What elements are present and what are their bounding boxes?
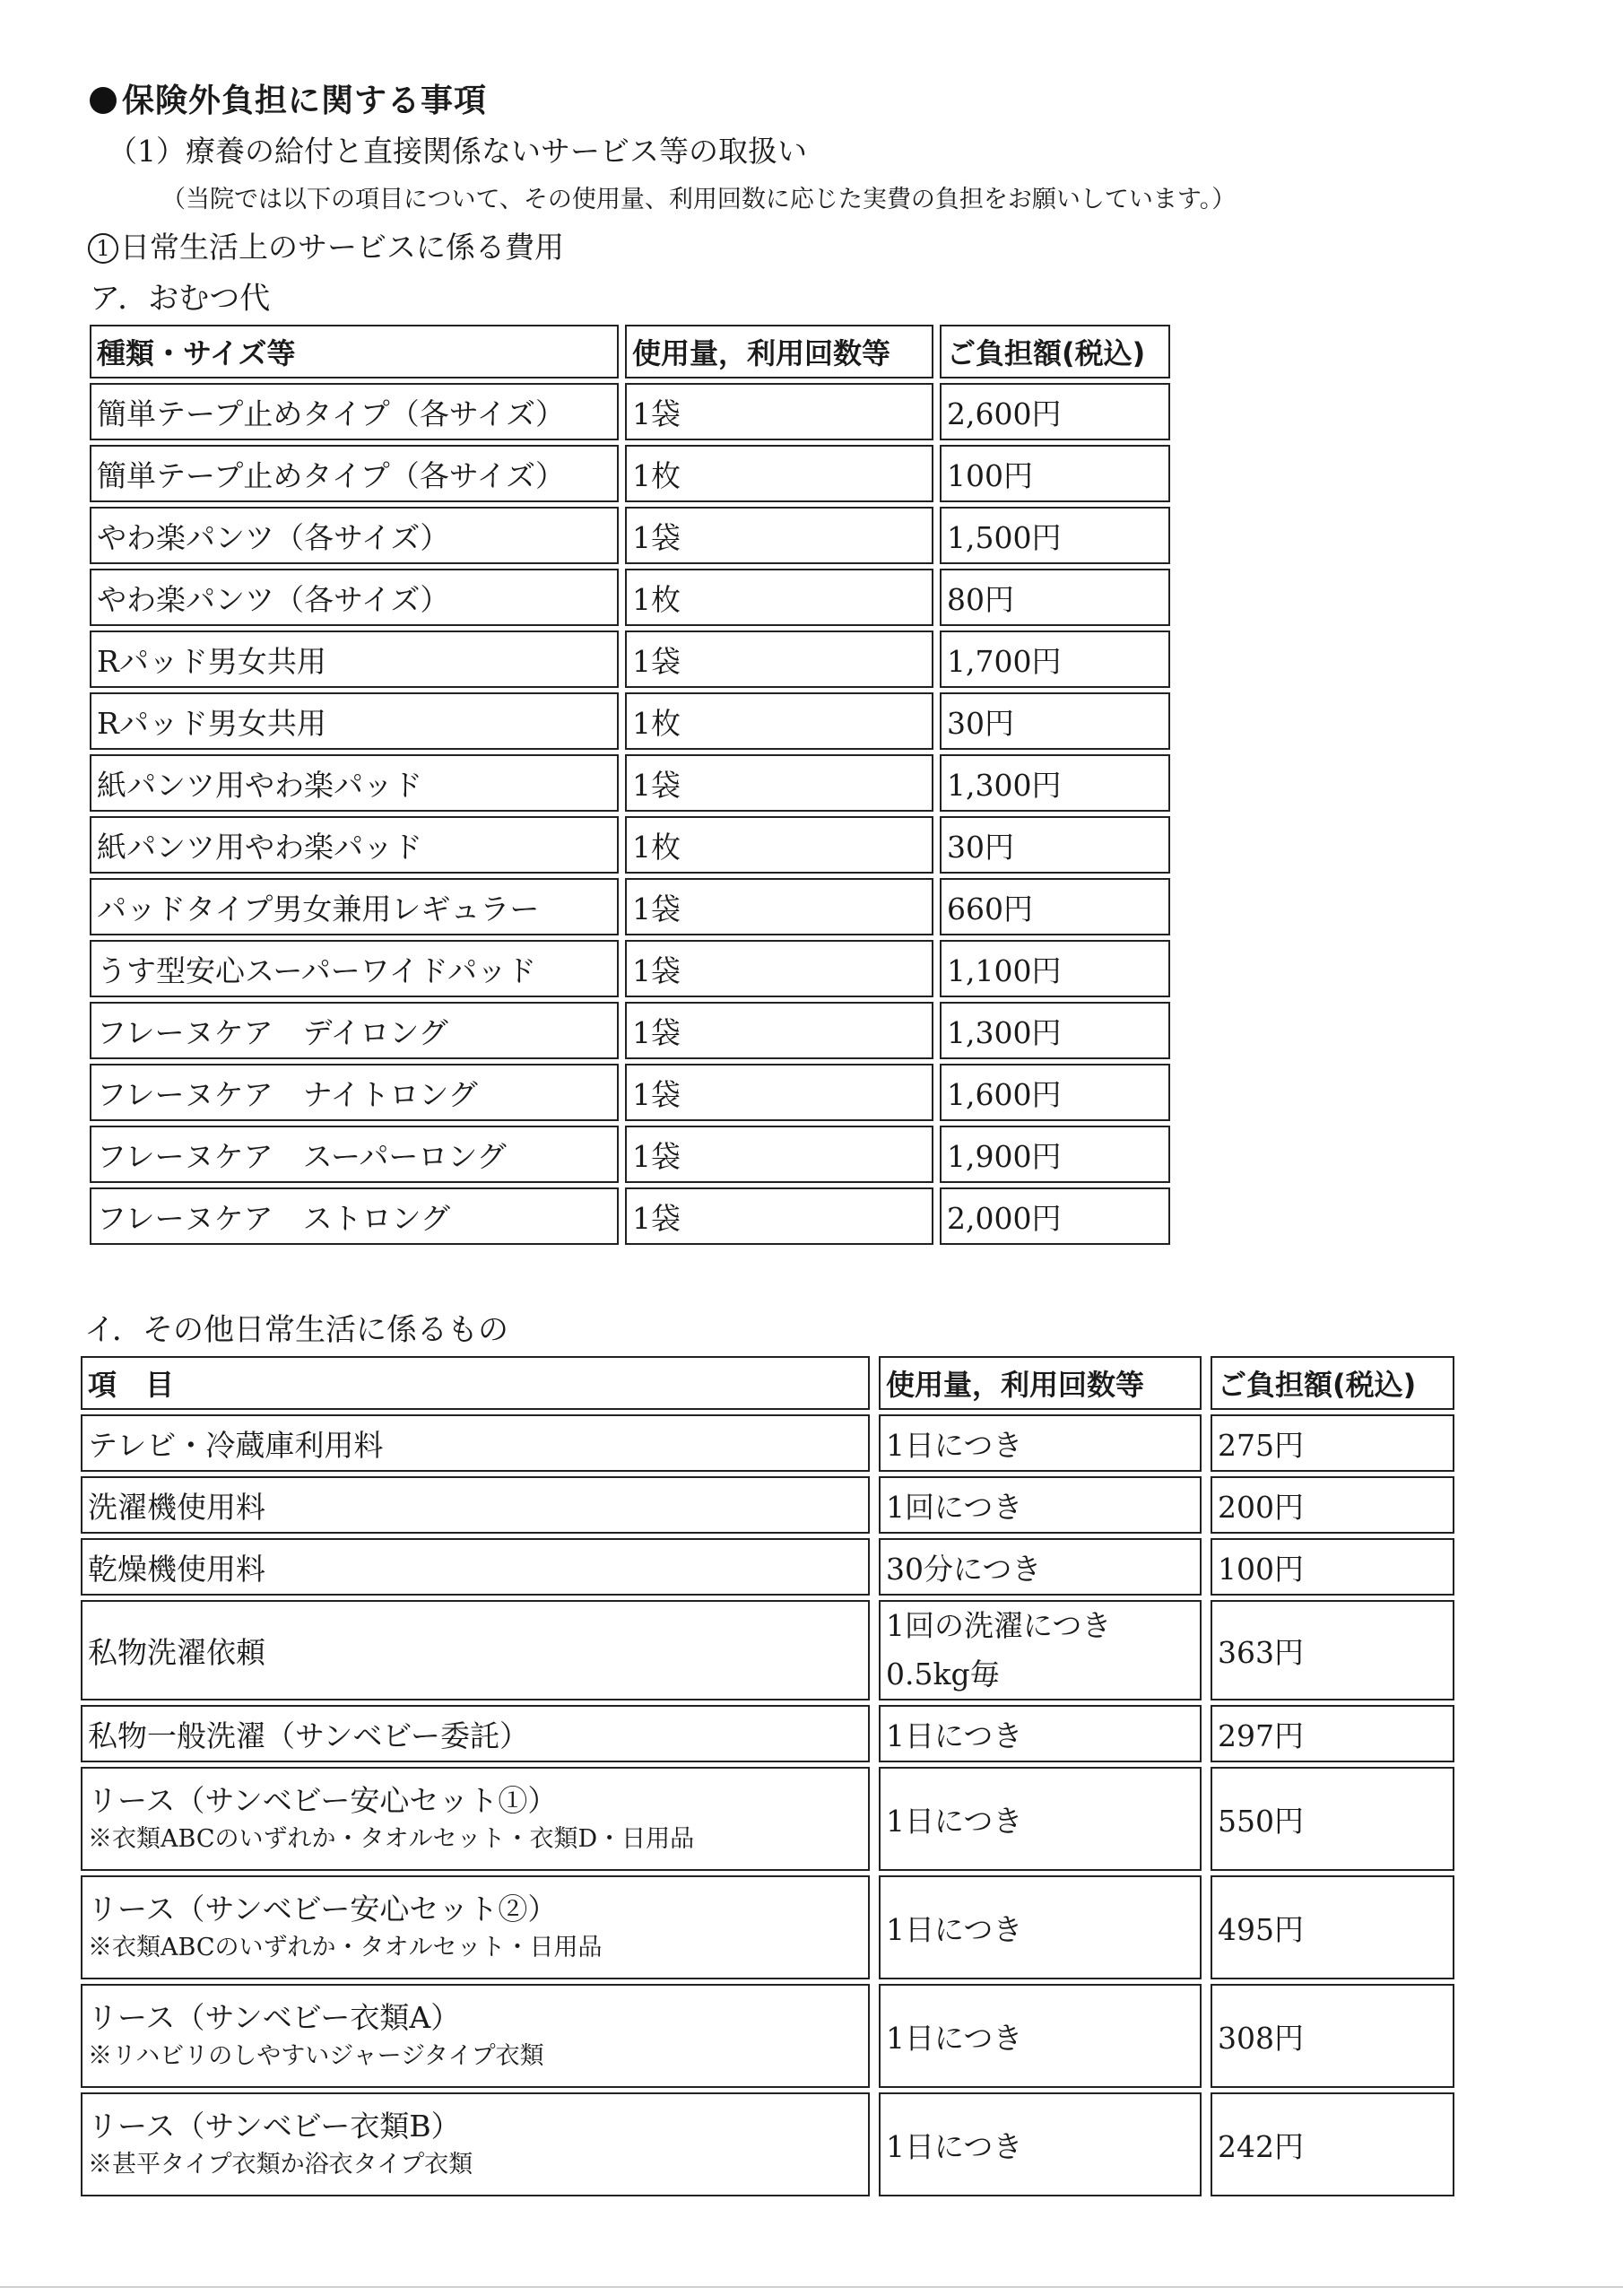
price-cell bbox=[940, 631, 1170, 688]
usage-cell bbox=[625, 878, 933, 935]
type-cell bbox=[90, 940, 619, 997]
price-cell bbox=[940, 507, 1170, 564]
item-name: リース（サンベビー安心セット①） bbox=[88, 1783, 558, 1818]
subheading-2: 1 日常生活上のサービスに係る費用 bbox=[88, 224, 564, 266]
item-name: リース（サンベビー衣類A） bbox=[88, 2000, 461, 2035]
type-cell-text: 紙パンツ用やわ楽パッド bbox=[97, 829, 422, 865]
usage-cell bbox=[625, 445, 933, 502]
item-cell bbox=[81, 1600, 870, 1700]
usage-cell bbox=[879, 1538, 1202, 1596]
circled-number: 1 bbox=[88, 233, 118, 264]
usage-cell bbox=[625, 754, 933, 812]
usage-cell bbox=[625, 940, 933, 997]
price-cell bbox=[1211, 1984, 1454, 2088]
type-cell bbox=[90, 1002, 619, 1059]
item-cell bbox=[81, 1875, 870, 1979]
page-bottom-edge bbox=[0, 2286, 1623, 2288]
type-cell-text: フレーヌケア ストロング bbox=[97, 1200, 451, 1236]
price-text: 495円 bbox=[1218, 1911, 1304, 1947]
usage-text: 1日につき bbox=[886, 2128, 1023, 2164]
price-cell bbox=[940, 816, 1170, 874]
usage-cell bbox=[625, 816, 933, 874]
item-name: テレビ・冷蔵庫利用料 bbox=[88, 1427, 384, 1463]
usage-text: 1日につき bbox=[886, 1427, 1023, 1463]
section-b-title: イ．その他日常生活に係るもの bbox=[84, 1312, 508, 1348]
type-cell-text: 紙パンツ用やわ楽パッド bbox=[97, 767, 422, 803]
price-cell bbox=[940, 569, 1170, 626]
usage-text: 1回につき bbox=[886, 1489, 1023, 1525]
type-cell-text: 簡単テープ止めタイプ（各サイズ） bbox=[97, 396, 566, 431]
price-cell bbox=[1211, 1600, 1454, 1700]
usage-cell-text: 1袋 bbox=[632, 396, 681, 431]
price-cell bbox=[940, 1064, 1170, 1121]
subheading-1: （1）療養の給付と直接関係ないサービス等の取扱い bbox=[108, 134, 807, 169]
item-note: ※衣類ABCのいずれか・タオルセット・衣類D・日用品 bbox=[88, 1825, 695, 1853]
price-cell-text: 30円 bbox=[947, 705, 1014, 741]
usage-cell bbox=[879, 1476, 1202, 1534]
type-cell bbox=[90, 569, 619, 626]
price-cell bbox=[1211, 2092, 1454, 2196]
note-text: （当院では以下の項目について、その使用量、利用回数に応じた実費の負担をお願いしています。） bbox=[161, 186, 1237, 213]
price-cell bbox=[940, 445, 1170, 502]
type-cell bbox=[90, 1126, 619, 1183]
header-type-label: 種類・サイズ等 bbox=[97, 336, 296, 370]
type-cell bbox=[90, 631, 619, 688]
usage-cell bbox=[879, 1705, 1202, 1762]
price-cell-text: 1,300円 bbox=[947, 1014, 1062, 1050]
usage-cell bbox=[625, 631, 933, 688]
type-cell-text: Rパッド男女共用 bbox=[97, 705, 326, 741]
price-cell-text: 1,300円 bbox=[947, 767, 1062, 803]
usage-cell bbox=[625, 569, 933, 626]
type-cell bbox=[90, 1064, 619, 1121]
price-cell-text: 80円 bbox=[947, 581, 1014, 617]
item-name: リース（サンベビー衣類B） bbox=[88, 2109, 461, 2144]
header-item-label: 項 目 bbox=[88, 1368, 175, 1402]
usage-cell bbox=[625, 383, 933, 440]
item-name: 洗濯機使用料 bbox=[88, 1489, 265, 1525]
header-usage bbox=[879, 1356, 1202, 1410]
price-text: 242円 bbox=[1218, 2128, 1304, 2164]
usage-cell bbox=[625, 1187, 933, 1245]
usage-cell-text: 1枚 bbox=[632, 829, 681, 865]
price-cell bbox=[1211, 1414, 1454, 1472]
item-note: ※リハビリのしやすいジャージタイプ衣類 bbox=[88, 2042, 544, 2070]
type-cell-text: フレーヌケア ナイトロング bbox=[97, 1076, 478, 1112]
bullet-icon bbox=[90, 87, 117, 114]
price-cell-text: 2,000円 bbox=[947, 1200, 1062, 1236]
type-cell bbox=[90, 445, 619, 502]
type-cell bbox=[90, 383, 619, 440]
price-text: 275円 bbox=[1218, 1427, 1304, 1463]
price-cell bbox=[940, 878, 1170, 935]
price-cell-text: 1,600円 bbox=[947, 1076, 1062, 1112]
item-name: 私物洗濯依頼 bbox=[88, 1634, 265, 1670]
usage-text: 1日につき bbox=[886, 1718, 1023, 1753]
price-cell bbox=[940, 383, 1170, 440]
usage-cell bbox=[879, 1767, 1202, 1871]
type-cell-text: Rパッド男女共用 bbox=[97, 643, 326, 679]
item-name: リース（サンベビー安心セット②） bbox=[88, 1892, 558, 1926]
price-cell bbox=[940, 754, 1170, 812]
price-cell bbox=[940, 692, 1170, 750]
usage-cell bbox=[879, 1414, 1202, 1472]
price-cell-text: 1,700円 bbox=[947, 643, 1062, 679]
price-cell bbox=[1211, 1705, 1454, 1762]
item-cell bbox=[81, 1414, 870, 1472]
usage-cell-text: 1袋 bbox=[632, 1200, 681, 1236]
usage-cell-text: 1袋 bbox=[632, 519, 681, 555]
price-text: 297円 bbox=[1218, 1718, 1304, 1753]
usage-cell-text: 1袋 bbox=[632, 952, 681, 988]
price-cell bbox=[940, 1126, 1170, 1183]
usage-cell-text: 1袋 bbox=[632, 643, 681, 679]
type-cell bbox=[90, 1187, 619, 1245]
usage-cell-text: 1袋 bbox=[632, 767, 681, 803]
usage-cell bbox=[625, 692, 933, 750]
type-cell-text: やわ楽パンツ（各サイズ） bbox=[97, 581, 450, 617]
price-cell bbox=[1211, 1875, 1454, 1979]
type-cell bbox=[90, 816, 619, 874]
header-price-label: ご負担額(税込) bbox=[1218, 1368, 1417, 1402]
header-usage-label: 使用量，利用回数等 bbox=[886, 1368, 1145, 1402]
type-cell bbox=[90, 692, 619, 750]
usage-cell bbox=[625, 1002, 933, 1059]
usage-cell-text: 1枚 bbox=[632, 705, 681, 741]
header-usage bbox=[625, 325, 933, 378]
price-cell-text: 1,900円 bbox=[947, 1138, 1062, 1174]
price-text: 550円 bbox=[1218, 1803, 1304, 1839]
price-cell bbox=[1211, 1767, 1454, 1871]
type-cell-text: 簡単テープ止めタイプ（各サイズ） bbox=[97, 457, 566, 493]
header-price-label: ご負担額(税込) bbox=[947, 336, 1146, 370]
type-cell bbox=[90, 878, 619, 935]
type-cell bbox=[90, 507, 619, 564]
price-cell-text: 1,500円 bbox=[947, 519, 1062, 555]
header-type bbox=[90, 325, 619, 378]
price-cell-text: 1,100円 bbox=[947, 952, 1062, 988]
header-price bbox=[1211, 1356, 1454, 1410]
type-cell bbox=[90, 754, 619, 812]
type-cell-text: フレーヌケア デイロング bbox=[97, 1014, 448, 1050]
header-price bbox=[940, 325, 1170, 378]
price-cell bbox=[1211, 1538, 1454, 1596]
price-text: 308円 bbox=[1218, 2020, 1304, 2056]
section-a-title: ア．おむつ代 bbox=[90, 281, 271, 317]
type-cell-text: パッドタイプ男女兼用レギュラー bbox=[97, 891, 540, 926]
price-text: 100円 bbox=[1218, 1551, 1304, 1587]
item-note: ※衣類ABCのいずれか・タオルセット・日用品 bbox=[88, 1934, 603, 1961]
price-cell-text: 2,600円 bbox=[947, 396, 1062, 431]
usage-text: 30分につき bbox=[886, 1551, 1042, 1587]
type-cell-text: やわ楽パンツ（各サイズ） bbox=[97, 519, 450, 555]
price-cell bbox=[940, 1002, 1170, 1059]
usage-cell bbox=[879, 1875, 1202, 1979]
item-cell bbox=[81, 1538, 870, 1596]
item-cell bbox=[81, 1984, 870, 2088]
price-cell bbox=[940, 940, 1170, 997]
header-usage-label: 使用量，利用回数等 bbox=[632, 336, 891, 370]
usage-text: 1日につき bbox=[886, 2020, 1023, 2056]
usage-text: 1日につき bbox=[886, 1911, 1023, 1947]
usage-cell bbox=[879, 2092, 1202, 2196]
type-cell-text: フレーヌケア スーパーロング bbox=[97, 1138, 507, 1174]
usage-cell-text: 1袋 bbox=[632, 1076, 681, 1112]
type-cell-text: うす型安心スーパーワイドパッド bbox=[97, 952, 537, 988]
item-name: 私物一般洗濯（サンベビー委託） bbox=[88, 1718, 530, 1753]
price-text: 363円 bbox=[1218, 1634, 1304, 1670]
item-note: ※甚平タイプ衣類か浴衣タイプ衣類 bbox=[88, 2151, 473, 2179]
price-cell-text: 30円 bbox=[947, 829, 1014, 865]
price-cell-text: 660円 bbox=[947, 891, 1033, 926]
usage-cell-text: 1袋 bbox=[632, 891, 681, 926]
usage-cell bbox=[625, 1064, 933, 1121]
usage-cell bbox=[879, 1600, 1202, 1700]
usage-cell bbox=[625, 507, 933, 564]
usage-text: 1回の洗濯につき bbox=[886, 1608, 1112, 1643]
item-cell bbox=[81, 1767, 870, 1871]
usage-cell-text: 1枚 bbox=[632, 581, 681, 617]
usage-cell-text: 1枚 bbox=[632, 457, 681, 493]
price-text: 200円 bbox=[1218, 1489, 1304, 1525]
section-heading: 保険外負担に関する事項 bbox=[90, 75, 487, 121]
usage-cell-text: 1袋 bbox=[632, 1014, 681, 1050]
price-cell bbox=[1211, 1476, 1454, 1534]
price-cell-text: 100円 bbox=[947, 457, 1033, 493]
item-name: 乾燥機使用料 bbox=[88, 1551, 265, 1587]
price-cell bbox=[940, 1187, 1170, 1245]
usage-cell bbox=[625, 1126, 933, 1183]
header-item bbox=[81, 1356, 870, 1410]
item-cell bbox=[81, 1705, 870, 1762]
usage-text: 1日につき bbox=[886, 1803, 1023, 1839]
usage-cell-text: 1袋 bbox=[632, 1138, 681, 1174]
item-cell bbox=[81, 1476, 870, 1534]
item-cell bbox=[81, 2092, 870, 2196]
usage-text-2: 0.5kg毎 bbox=[886, 1657, 1000, 1692]
usage-cell bbox=[879, 1984, 1202, 2088]
